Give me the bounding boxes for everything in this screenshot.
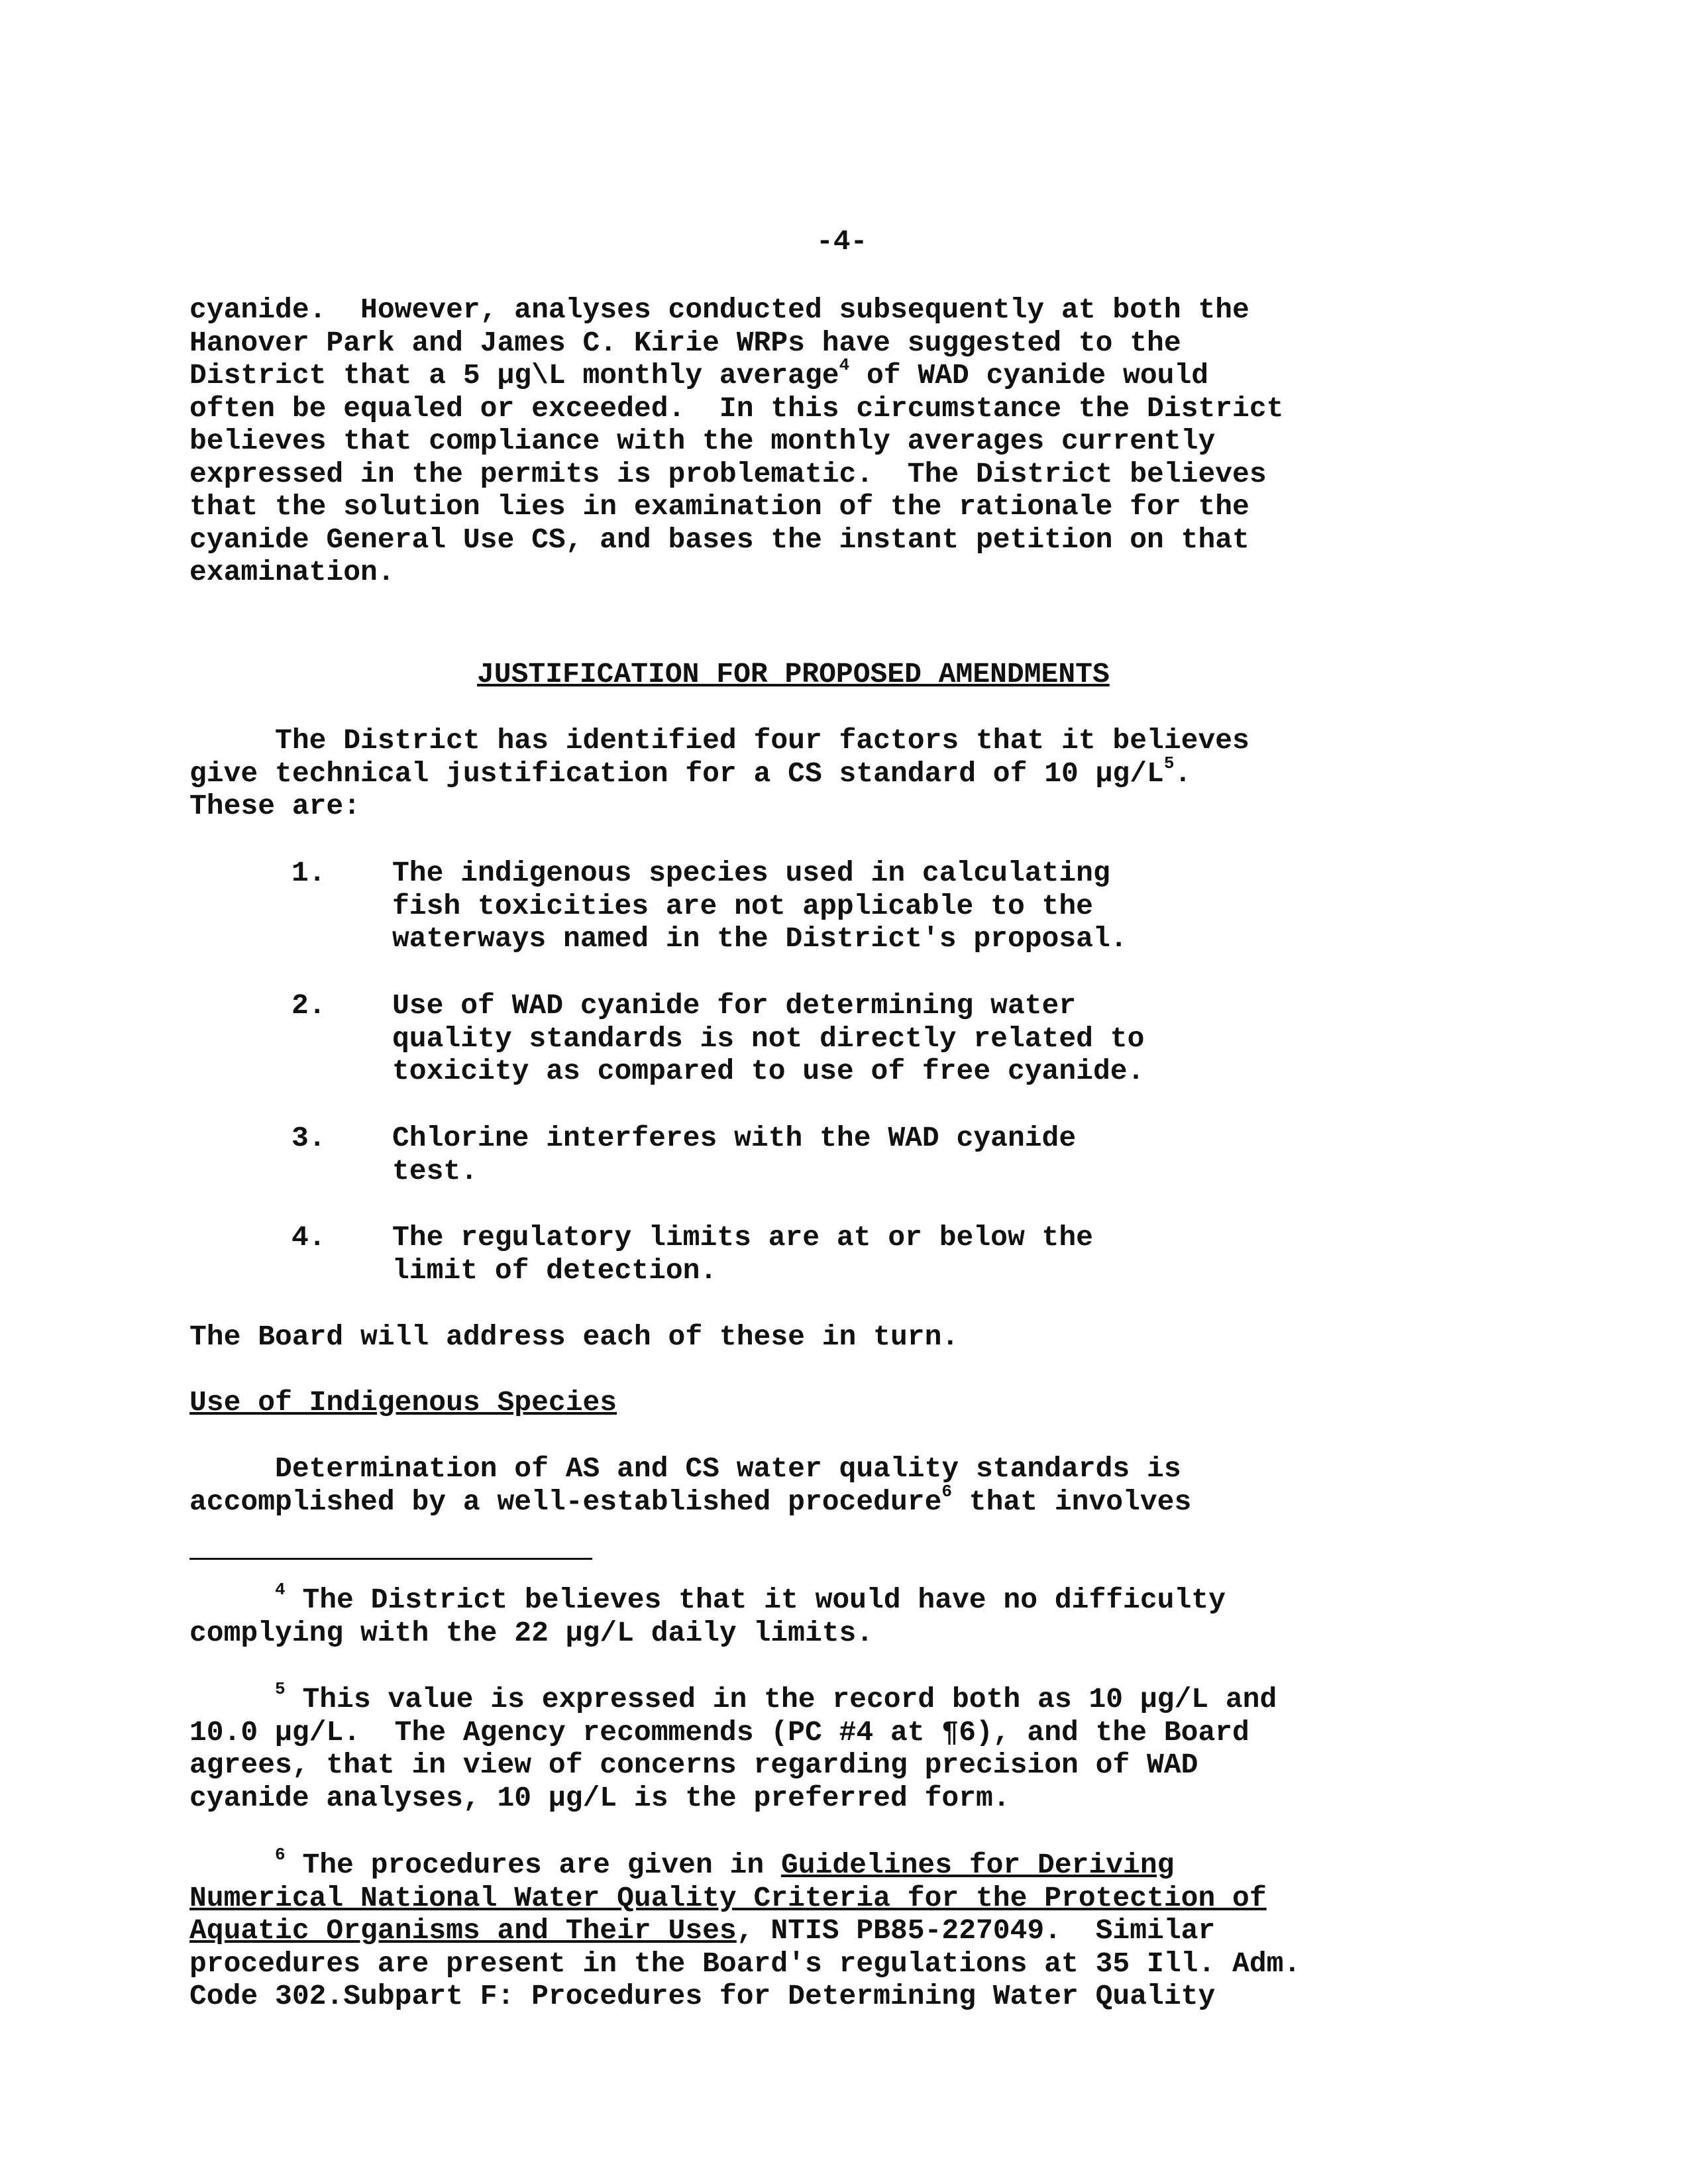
text-line: The indigenous species used in calculating <box>392 857 1110 889</box>
footnote-5 <box>189 1679 1277 1814</box>
continuation-paragraph <box>189 294 1283 589</box>
text-line: believes that compliance with the monthly averages currently <box>189 425 1216 457</box>
text-segment: The procedures are given in <box>285 1849 781 1881</box>
footnote-4 <box>189 1580 1226 1649</box>
closing-sentence: The Board will address each of these in turn. <box>189 1321 959 1353</box>
text-line <box>189 1845 1300 1882</box>
factor-number: 1. <box>292 857 326 889</box>
text-segment: that involves <box>952 1485 1192 1518</box>
text-line: cyanide analyses, 10 μg/L is the preferred form. <box>189 1781 1010 1814</box>
text-line: waterways named in the District's proposal. <box>392 922 1128 955</box>
subsection-heading: Use of Indigenous Species <box>189 1386 617 1419</box>
text-segment: This value is expressed in the record both as 10 μg/L and <box>285 1683 1277 1716</box>
footnote-separator <box>189 1558 592 1560</box>
text-segment: give technical justification for a CS standard of 10 μg/L <box>189 757 1164 790</box>
text-line: examination. <box>189 556 395 588</box>
text-line <box>189 753 1249 791</box>
text-line: These are: <box>189 790 361 822</box>
text-segment: of WAD cyanide would <box>849 359 1209 392</box>
text-line: often be equaled or exceeded. In this circumstance the District <box>189 392 1284 425</box>
footnote-mark: 4 <box>275 1580 286 1600</box>
factor-number: 2. <box>292 989 326 1022</box>
text-line: Code 302.Subpart F: Procedures for Determining Water Quality <box>189 1980 1216 2012</box>
footnote-ref-4: 4 <box>839 355 850 375</box>
text-line <box>189 1914 1300 1947</box>
text-segment: , NTIS PB85-227049. Similar <box>736 1914 1216 1947</box>
text-line: Use of WAD cyanide for determining water <box>392 989 1077 1022</box>
footnote-mark: 5 <box>275 1679 286 1699</box>
text-line <box>189 1580 1226 1617</box>
text-line: cyanide General Use CS, and bases the instant petition on that <box>189 523 1249 556</box>
factor-text <box>392 1122 1076 1187</box>
text-line: complying with the 22 μg/L daily limits. <box>189 1616 874 1649</box>
page-number: -4- <box>816 225 868 258</box>
text-line: Determination of AS and CS water quality standards is <box>189 1452 1181 1485</box>
text-line: Hanover Park and James C. Kirie WRPs have suggested to the <box>189 326 1181 359</box>
footnote-ref-5: 5 <box>1163 753 1175 773</box>
text-line: that the solution lies in examination of the rationale for the <box>189 490 1249 523</box>
factor-text <box>392 1221 1093 1287</box>
text-line: Chlorine interferes with the WAD cyanide <box>392 1122 1077 1154</box>
factor-number: 4. <box>292 1221 326 1254</box>
text-line: Numerical National Water Quality Criteria for the Protection of <box>189 1881 1267 1914</box>
text-line <box>189 1481 1192 1519</box>
text-line: limit of detection. <box>392 1254 717 1287</box>
footnote-mark: 6 <box>275 1845 286 1865</box>
text-line: agrees, that in view of concerns regarding precision of WAD <box>189 1749 1198 1781</box>
factor-text <box>392 857 1128 956</box>
cited-title: Guidelines for Deriving <box>780 1849 1175 1881</box>
text-line: procedures are present in the Board's regulations at 35 Ill. Adm. <box>189 1947 1301 1980</box>
factor-number: 3. <box>292 1122 326 1154</box>
text-line <box>189 1679 1277 1716</box>
text-line: quality standards is not directly related to <box>392 1022 1145 1055</box>
text-line: test. <box>392 1154 478 1187</box>
intro-paragraph <box>189 724 1249 823</box>
text-segment: accomplished by a well-established procedure <box>189 1485 942 1518</box>
text-line: 10.0 μg/L. The Agency recommends (PC #4 at ¶6), and the Board <box>189 1716 1249 1749</box>
section-heading: JUSTIFICATION FOR PROPOSED AMENDMENTS <box>477 658 1110 690</box>
text-line: fish toxicities are not applicable to the <box>392 889 1093 922</box>
footnote-ref-6: 6 <box>941 1481 952 1502</box>
text-line <box>189 355 1283 392</box>
text-line: cyanide. However, analyses conducted subsequently at both the <box>189 294 1249 326</box>
factor-text <box>392 989 1144 1088</box>
text-segment: The District believes that it would have no difficulty <box>285 1584 1226 1616</box>
footnote-6 <box>189 1845 1301 2013</box>
text-segment: District that a 5 μg\L monthly average <box>189 359 839 392</box>
cited-title: Aquatic Organisms and Their Uses <box>189 1914 737 1947</box>
text-line: The District has identified four factors that it believes <box>189 724 1249 757</box>
text-line: expressed in the permits is problematic. The District believes <box>189 457 1267 490</box>
text-line: toxicity as compared to use of free cyanide. <box>392 1055 1145 1087</box>
indigenous-paragraph <box>189 1452 1191 1518</box>
text-line: The regulatory limits are at or below the <box>392 1221 1093 1254</box>
text-segment: . <box>1174 757 1192 790</box>
